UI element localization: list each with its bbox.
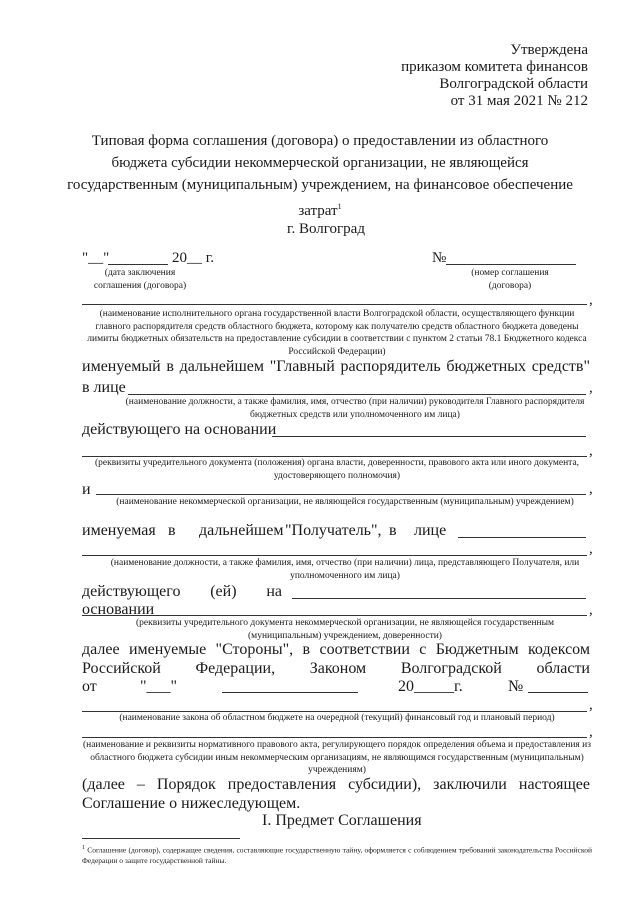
recipient-person-blank[interactable] [458,537,586,538]
nko-name-caption: (наименование некоммерческой организации, не являющейся государственным (муниципальным) учреждением) [116,497,574,507]
approval-line: Утверждена [510,42,588,58]
number-caption: (номер соглашения (договора) [471,268,549,291]
word: лице [414,522,447,539]
date-quote: "__" [82,250,110,266]
city: г. Волгоград [287,221,365,237]
law-month-blank[interactable] [222,692,358,693]
approval-line: от 31 мая 2021 № 212 [450,93,588,109]
approval-line: приказом комитета финансов [401,59,588,75]
head-position-blank[interactable] [128,394,586,395]
law-number-blank[interactable] [528,692,588,693]
title-line: Типовая форма соглашения (договора) о предоставлении из областного [91,133,549,149]
normative-act-caption: (наименование и реквизиты нормативного правового акта, регулирующего порядок определения объема и предоставления из областного бюджета субсидии иным некоммерческим организациям, не являющимся государственным (муниципальным) учреждениям) [82,740,592,775]
comma: , [589,541,593,557]
parties-line-1: далее именуемые "Стороны", в соответствии с Бюджетным кодексом [82,641,590,658]
from-quote: "___" [140,678,178,695]
comma: , [589,481,593,497]
head-position-caption: (наименование должности, а также фамилия, имя, отчество (при наличии) руководителя Главного распорядителя бюджетных средств или уполномоченного им лица) [125,397,585,420]
comma: , [589,292,593,308]
title-line: государственным (муниципальным) учреждением, на финансовое обеспечение [67,177,573,193]
section-heading: I. Предмет Соглашения [262,812,422,829]
basis2-blank[interactable] [292,598,586,599]
agreement-line: Соглашение о нижеследующем. [82,795,301,812]
footnote-ref: 1 [337,202,342,211]
acting-basis: действующего на основании [82,421,277,438]
law-number-sign: № [508,678,524,695]
parties-line-2: Российской Федерации, Законом Волгоградской области [82,660,590,677]
comma: , [589,724,593,740]
date-year: 20__ г. [172,250,214,266]
word: в [168,522,176,539]
word: "Получатель", [285,522,382,539]
word: дальнейшем [199,522,284,539]
recipient-position-caption: (наименование должности, а также фамилия, имя, отчество (при наличии) лица, представляющего Получателя, или уполномоченного им лица) [110,558,580,581]
comma: , [589,443,593,459]
in-person: в лице [82,379,126,396]
organ-name-blank[interactable] [82,304,587,305]
footnote [82,843,592,866]
budget-law-caption: (наименование закона об областном бюджете на очередной (текущий) финансовый год и плановый период) [119,713,555,723]
basis2-blank-2[interactable] [82,615,587,616]
nko-name-blank[interactable] [96,494,586,495]
word: в [389,522,397,539]
footnote-text: Соглашение (договор), содержащее сведения, составляющие государственную тайну, оформляется с соблюдением требований законодательства Российской Федерации о защите государственной тайны. [82,845,592,865]
document-title [60,130,580,222]
acting-basis-2: действующего (ей) на основании [82,583,282,618]
agreement-number-blank[interactable] [446,264,576,265]
approval-block [401,42,588,110]
approval-line: Волгоградской области [439,76,588,92]
named-main: именуемый в дальнейшем "Главный распорядитель бюджетных средств" [82,358,590,375]
nko-docs-caption: (реквизиты учредительного документа некоммерческой организации, не являющейся государственным (муниципальным) учреждением, доверенности) [135,618,555,641]
from-word: от [82,678,97,695]
footnote-mark: 1 [82,845,85,851]
comma: , [589,697,593,713]
organ-caption: (наименование исполнительного органа государственной власти Волгоградской области, осуществляющего функции главного распорядителя средств областного бюджета, которому как получателю средств областного бюджета доведены лимиты бюджетных обязательств на предоставление субсидии в соответствии с пунктом 2 статьи 78.1 Бюджетного кодекса Российской Федерации) [87,309,587,357]
date-caption: (дата заключения соглашения (договора) [93,268,187,291]
law-year: 20_____г. [398,678,463,695]
word: именуемая [82,522,156,539]
founding-doc-caption: (реквизиты учредительного документа (положения) органа власти, доверенности, правового акта или иного документа, удостоверяющего полномочия) [94,458,580,481]
recipient-person-blank-2[interactable] [82,555,587,556]
and-word: и [82,481,91,498]
comma: , [589,380,593,396]
number-sign: № [432,250,447,266]
title-line: затрат$^1$ [298,202,342,219]
normative-act-blank[interactable] [82,737,587,738]
month-blank[interactable] [108,264,168,265]
basis-blank[interactable] [272,436,586,437]
comma: , [589,602,593,618]
title-line: бюджета субсидии некоммерческой организации, не являющейся [111,155,529,171]
footnote-separator [82,838,240,839]
concluded-line: (далее – Порядок предоставления субсидии), заключили настоящее [82,776,590,793]
